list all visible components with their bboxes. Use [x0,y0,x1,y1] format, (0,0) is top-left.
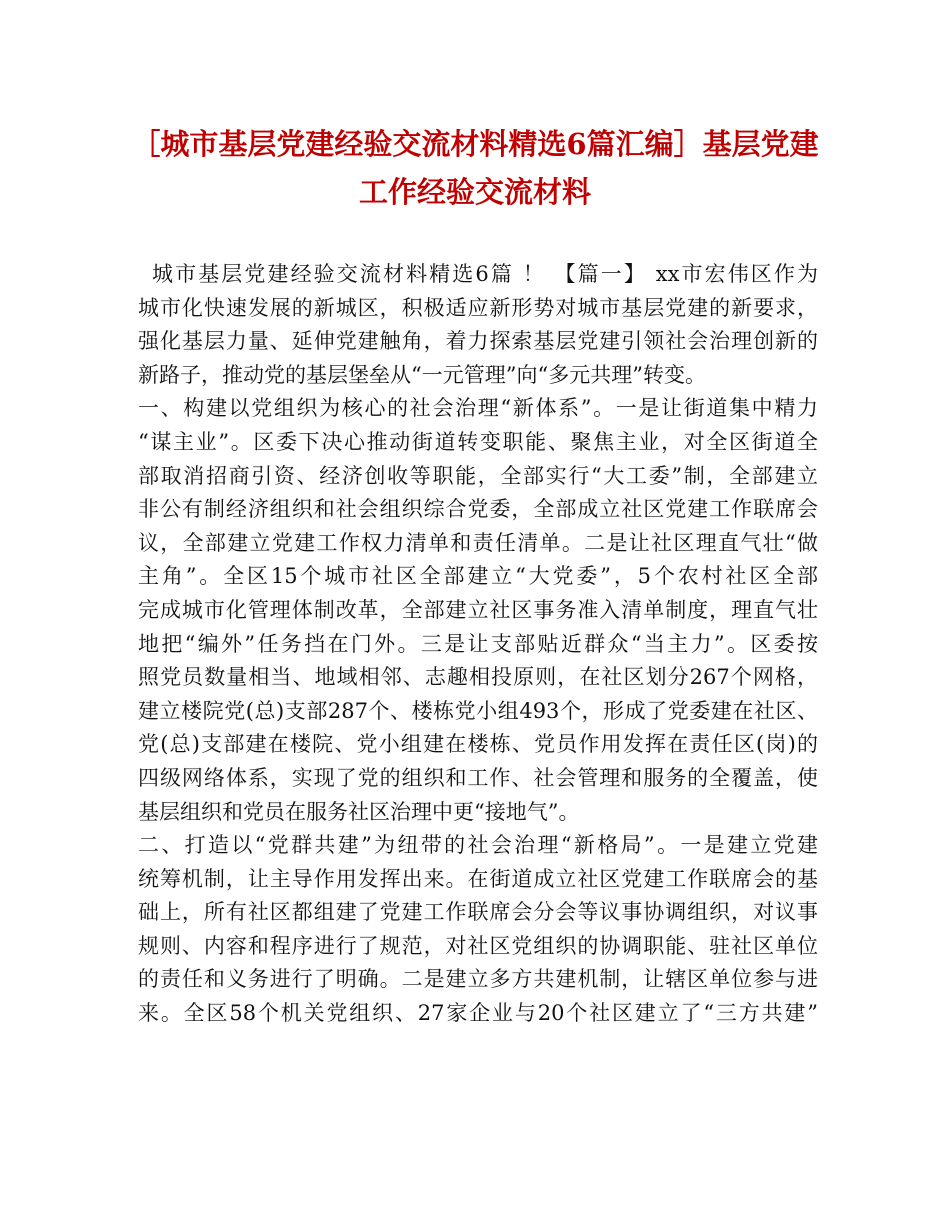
body-line: 的责任和义务进行了明确。二是建立多方共建机制，让辖区单位参与进 [138,967,818,992]
body-line: 二、打造以“党群共建”为纽带的社会治理“新格局”。一是建立党建 [138,833,818,858]
body-line: 统筹机制，让主导作用发挥出来。在街道成立社区党建工作联席会的基 [138,866,818,891]
body-line: 强化基层力量、延伸党建触角，着力探索基层党建引领社会治理创新的 [138,329,818,354]
body-line: 规则、内容和程序进行了规范，对社区党组织的协调职能、驻社区单位 [138,933,818,958]
body-line: “谋主业”。区委下决心推动街道转变职能、聚焦主业，对全区街道全 [138,429,818,454]
body-line: 部取消招商引资、经济创收等职能，全部实行“大工委”制，全部建立 [138,463,818,488]
body-line: 建立楼院党(总)支部287个、楼栋党小组493个，形成了党委建在社区、 [138,698,818,723]
body-line: 基层组织和党员在服务社区治理中更“接地气”。 [138,799,580,824]
body-line: 一、构建以党组织为核心的社会治理“新体系”。一是让街道集中精力 [138,396,818,421]
body-line: 照党员数量相当、地域相邻、志趣相投原则，在社区划分267个网格， [138,665,818,690]
body-line: 非公有制经济组织和社会组织综合党委，全部成立社区党建工作联席会 [138,497,818,522]
body-line: 议，全部建立党建工作权力清单和责任清单。二是让社区理直气壮“做 [138,530,818,555]
document-body [138,258,818,1031]
body-line: 党(总)支部建在楼院、党小组建在楼栋、党员作用发挥在责任区(岗)的 [138,732,818,757]
body-line: 完成城市化管理体制改革，全部建立社区事务准入清单制度，理直气壮 [138,597,818,622]
title-line-1: ［城市基层党建经验交流材料精选6篇汇编］基层党建 [131,127,819,161]
body-line: 地把“编外”任务挡在门外。三是让支部贴近群众“当主力”。区委按 [138,631,818,656]
body-line: 新路子，推动党的基层堡垒从“一元管理”向“多元共理”转变。 [138,362,706,387]
body-line: 四级网络体系，实现了党的组织和工作、社会管理和服务的全覆盖，使 [138,765,818,790]
body-line: 城市化快速发展的新城区，积极适应新形势对城市基层党建的新要求， [138,295,818,320]
body-line: 础上，所有社区都组建了党建工作联席会分会等议事协调组织，对议事 [138,900,818,925]
body-line: 来。全区58个机关党组织、27家企业与20个社区建立了“三方共建” [138,1001,818,1026]
title-line-2: 工作经验交流材料 [358,175,591,209]
body-line: 城市基层党建经验交流材料精选6篇 ！ 【篇一】 xx市宏伟区作为 [152,262,818,286]
document-title [130,120,820,216]
body-line: 主角”。全区15个城市社区全部建立“大党委”，5个农村社区全部 [138,564,818,589]
